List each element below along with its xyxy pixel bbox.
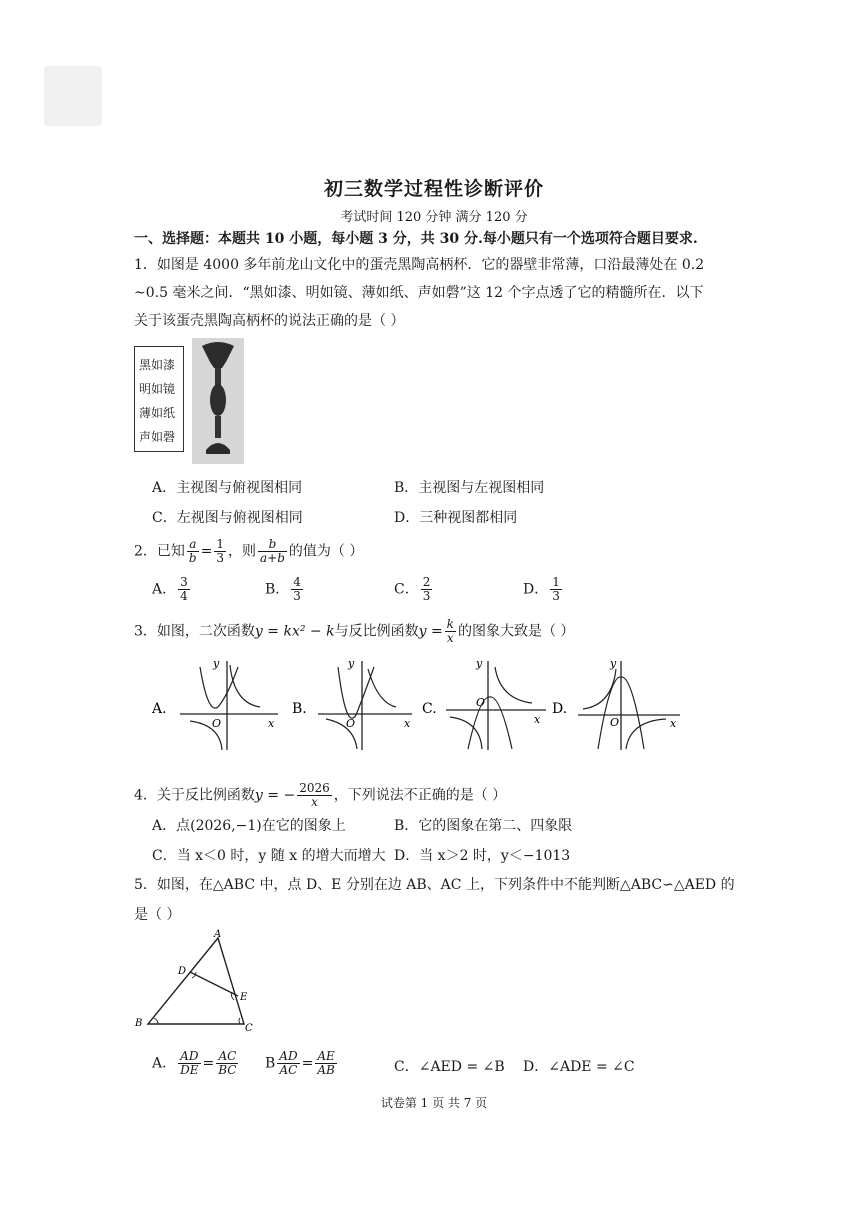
q2-option-d: D． $\frac{1}{3}$ xyxy=(523,575,560,603)
q3-suffix: 的图象大致是（ ） xyxy=(457,623,575,640)
graph-a xyxy=(151,657,278,750)
graph-d xyxy=(552,657,680,750)
q1-option-c: C．左视图与俯视图相同 xyxy=(152,510,303,526)
svg-text:x: x xyxy=(268,717,275,730)
q1-option-d: D．三种视图都相同 xyxy=(394,510,518,526)
svg-text:x: x xyxy=(534,713,541,726)
q3-graphs xyxy=(150,655,690,755)
q3-stem xyxy=(134,618,574,645)
svg-text:O: O xyxy=(610,716,620,729)
poem-box xyxy=(134,346,184,452)
corner-smudge xyxy=(44,66,102,126)
point-c-label: C xyxy=(245,1023,253,1034)
page-title: 初三数学过程性诊断评价 xyxy=(323,178,544,200)
exam-info: 考试时间 120 分钟 满分 120 分 xyxy=(340,210,528,225)
black-pottery-cup-photo xyxy=(192,338,244,464)
svg-text:x: x xyxy=(404,717,411,730)
q4-fraction: $\frac{2026}{x}$ xyxy=(299,781,330,809)
q2-mid: ，则 xyxy=(227,543,256,560)
point-d-label: D xyxy=(178,966,187,977)
graph-c-label: C. xyxy=(422,701,437,717)
graph-c xyxy=(422,657,546,750)
q1-line-3: 关于该蛋壳黑陶高柄杯的说法正确的是（ ） xyxy=(134,313,405,329)
q5-line-2: 是（ ） xyxy=(134,907,181,923)
poem-line: 黑如漆 xyxy=(139,358,176,372)
q2-fraction-ab: $\frac{a}{b}$ xyxy=(188,537,197,565)
poem-line: 薄如纸 xyxy=(139,406,176,420)
svg-text:y: y xyxy=(476,657,483,670)
q5-option-a: A． $\frac{AD}{DE}$ = $\frac{AC}{BC}$ xyxy=(152,1049,237,1077)
svg-text:O: O xyxy=(346,717,356,730)
graph-a-label: A. xyxy=(152,701,167,717)
q2-option-b: B． $\frac{4}{3}$ xyxy=(265,575,301,603)
q1-line-2: ~0.5 毫米之间．“黑如漆、明如镜、薄如纸、声如磬”这 12 个字点透了它的精髓所在．以下 xyxy=(134,285,704,301)
q2-fraction-13: $\frac{1}{3}$ xyxy=(216,537,224,565)
q5-line-1: 5．如图，在△ABC 中，点 D、E 分别在边 AB、AC 上，下列条件中不能判断△ABC∽△AED 的 xyxy=(134,877,735,893)
q4-suffix: ，下列说法不正确的是（ ） xyxy=(333,787,507,804)
q4-option-a: A．点(2026,−1)在它的图象上 xyxy=(152,818,346,834)
svg-text:O: O xyxy=(476,696,486,709)
q2-stem xyxy=(134,538,363,565)
point-e-label: E xyxy=(240,992,248,1003)
graph-b-label: B. xyxy=(292,701,307,717)
point-a-label: A xyxy=(214,929,222,940)
graph-b xyxy=(292,657,412,750)
q4-option-c: C．当 x＜0 时，y 随 x 的增大而增大 xyxy=(152,848,386,864)
section-heading: 一、选择题：本题共 10 小题，每小题 3 分，共 30 分.每小题只有一个选项符合题目要求. xyxy=(134,231,698,247)
q2-equals: = xyxy=(200,543,213,560)
svg-text:O: O xyxy=(212,717,222,730)
point-b-label: B xyxy=(135,1018,143,1029)
svg-text:y: y xyxy=(610,657,617,670)
poem-line: 明如镜 xyxy=(139,382,176,396)
q3-prefix: 3．如图，二次函数 xyxy=(134,623,255,640)
q2-suffix: 的值为（ ） xyxy=(288,543,364,560)
q3-inverse-fraction: $\frac{k}{x}$ xyxy=(446,617,454,645)
svg-text:x: x xyxy=(670,717,677,730)
q5-option-d: D．∠ADE = ∠C xyxy=(523,1059,635,1075)
q4-option-b: B．它的图象在第二、四象限 xyxy=(394,818,573,834)
svg-text:y: y xyxy=(213,657,220,670)
page-footer: 试卷第 1 页 共 7 页 xyxy=(380,1096,488,1110)
svg-text:y: y xyxy=(348,657,355,670)
q5-option-c: C．∠AED = ∠B xyxy=(394,1059,505,1075)
q5-option-b: B $\frac{AD}{AC}$ = $\frac{AE}{AB}$ xyxy=(265,1049,335,1077)
q1-line-1: 1．如图是 4000 多年前龙山文化中的蛋壳黑陶高柄杯．它的器壁非常薄，口沿最薄处在 0.2 xyxy=(134,257,705,273)
q2-option-c: C． $\frac{2}{3}$ xyxy=(394,575,431,603)
q3-quadratic: y = kx² − k xyxy=(254,623,335,640)
q3-mid: 与反比例函数 xyxy=(334,623,419,640)
poem-line: 声如磬 xyxy=(139,430,176,444)
q3-inverse-lhs: y = xyxy=(418,623,443,640)
graph-d-label: D. xyxy=(552,701,568,717)
q2-fraction-expr: $\frac{b}{a+b}$ xyxy=(259,537,285,565)
q2-option-a: A． $\frac{3}{4}$ xyxy=(152,575,188,603)
q4-stem xyxy=(134,782,506,809)
q4-option-d: D．当 x＞2 时，y＜−1013 xyxy=(394,848,571,864)
q1-option-a: A．主视图与俯视图相同 xyxy=(152,480,303,496)
q4-prefix: 4．关于反比例函数 xyxy=(134,787,255,804)
q4-func-lhs: y = − xyxy=(254,787,296,804)
q5-triangle-diagram xyxy=(130,928,260,1038)
q1-option-b: B．主视图与左视图相同 xyxy=(394,480,545,496)
q2-prefix: 2．已知 xyxy=(134,543,185,560)
